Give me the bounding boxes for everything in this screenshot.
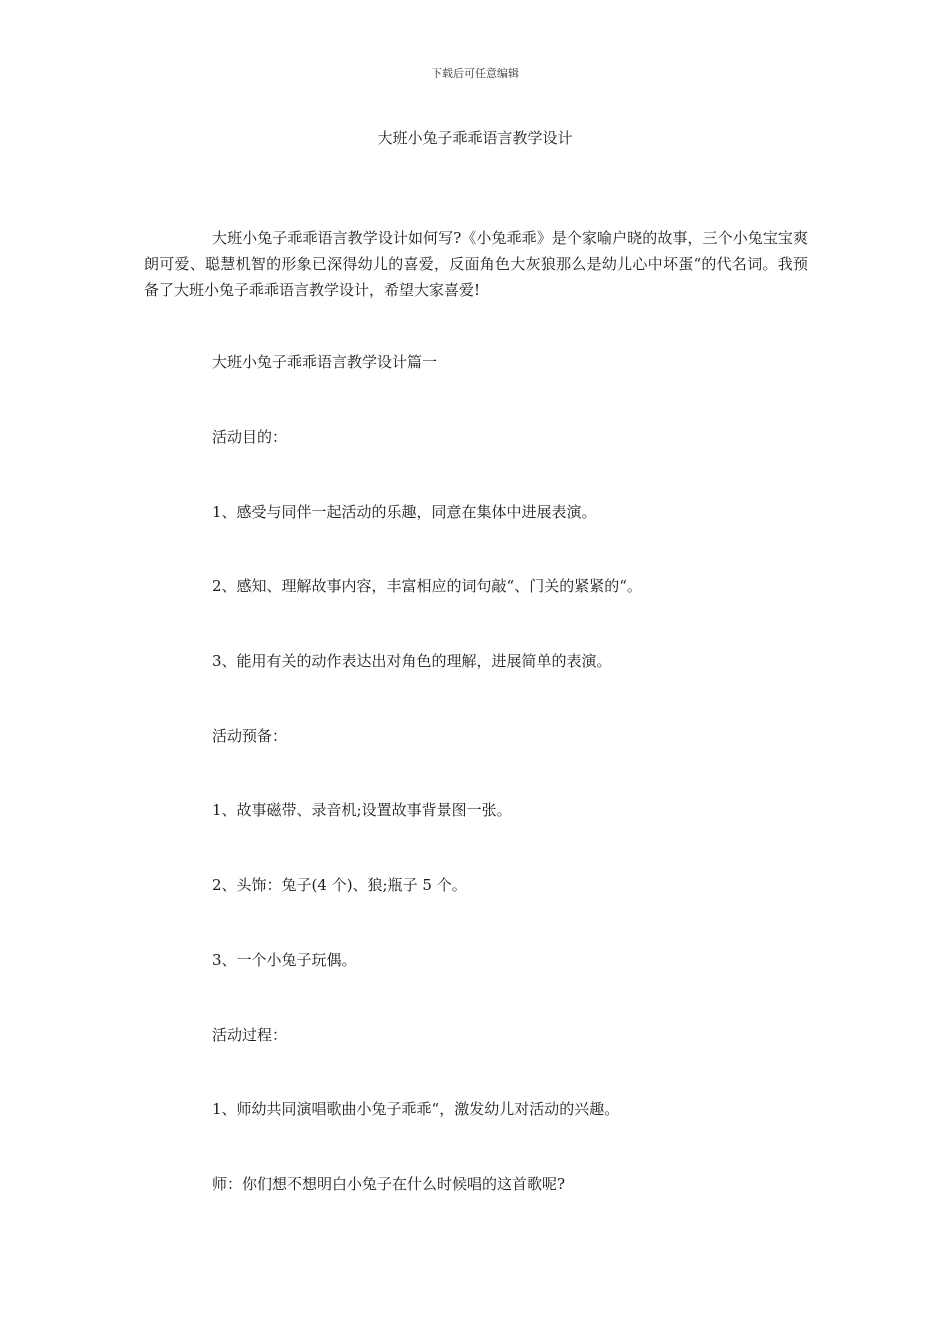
section-heading: 大班小兔子乖乖语言教学设计篇一 — [212, 353, 438, 371]
preparation-item-2: 2、头饰：兔子(4 个)、狼;瓶子 5 个。 — [212, 876, 467, 894]
activity-preparation-heading: 活动预备： — [212, 727, 288, 745]
goal-item-3: 3、能用有关的动作表达出对角色的理解，进展简单的表演。 — [212, 652, 612, 670]
preparation-item-3: 3、一个小兔子玩偶。 — [212, 951, 357, 969]
process-item-1: 1、师幼共同演唱歌曲小兔子乖乖“，激发幼儿对活动的兴趣。 — [212, 1100, 620, 1118]
goal-item-1: 1、感受与同伴一起活动的乐趣，同意在集体中进展表演。 — [212, 503, 597, 521]
preparation-item-1: 1、故事磁带、录音机;设置故事背景图一张。 — [212, 801, 512, 819]
teacher-question: 师：你们想不想明白小兔子在什么时候唱的这首歌呢? — [212, 1175, 566, 1193]
document-title: 大班小兔子乖乖语言教学设计 — [377, 129, 573, 147]
goal-item-2: 2、感知、理解故事内容，丰富相应的词句敲“、门关的紧紧的“。 — [212, 577, 642, 595]
activity-goal-heading: 活动目的： — [212, 428, 288, 446]
page-header-note: 下载后可任意编辑 — [431, 67, 519, 80]
activity-process-heading: 活动过程： — [212, 1026, 288, 1044]
intro-paragraph: 大班小兔子乖乖语言教学设计如何写?《小兔乖乖》是个家喻户晓的故事，三个小兔宝宝爽朗可爱、聪慧机智的形象已深得幼儿的喜爱，反面角色大灰狼那么是幼儿心中坏蛋“的代名词。我预备了大班小兔子乖乖语言教学设计，希望大家喜爱! — [144, 229, 808, 299]
